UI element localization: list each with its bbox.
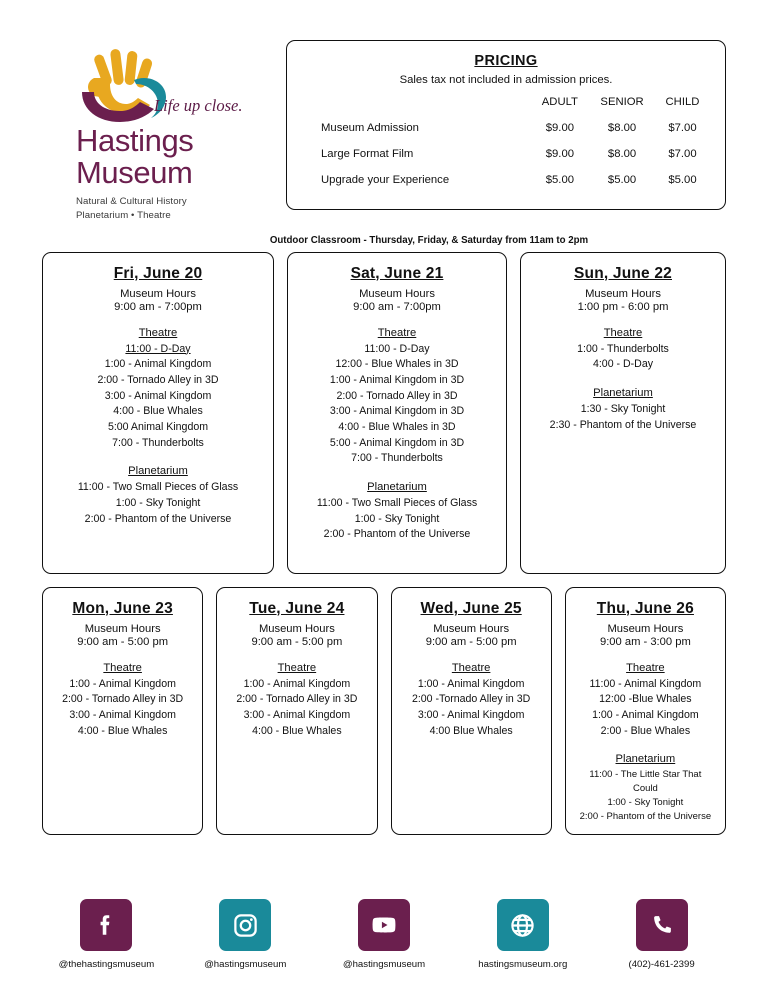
pricing-row-label: Museum Admission — [321, 122, 419, 134]
theatre-listing — [227, 677, 366, 740]
list-item: 2:00 - Phantom of the Universe — [579, 811, 712, 823]
hours-label: Museum Hours — [258, 622, 335, 635]
hours-label: Museum Hours — [433, 622, 510, 635]
list-item: 1:30 - Sky Tonight — [580, 402, 666, 415]
list-item: 2:00 - Tornado Alley in 3D — [336, 389, 458, 402]
theatre-title: Theatre — [277, 661, 317, 674]
logo-name-line1: Hastings — [76, 123, 194, 158]
theatre-section — [53, 327, 263, 452]
schedule-row-1 — [42, 252, 726, 574]
list-item: 7:00 - Thunderbolts — [112, 436, 204, 449]
pricing-col-adult: ADULT — [541, 96, 578, 108]
list-item: 4:00 - Blue Whales in 3D — [338, 420, 456, 433]
hours-value: 9:00 am - 7:00pm — [114, 300, 202, 313]
hours-label: Museum Hours — [585, 287, 661, 300]
list-item: 2:30 - Phantom of the Universe — [549, 418, 697, 431]
pricing-note: Sales tax not included in admission prices. — [399, 74, 613, 86]
theatre-section — [298, 327, 496, 467]
logo-tagline: Life up close. — [154, 96, 243, 115]
day-title: Tue, June 24 — [249, 599, 345, 617]
list-item: 2:00 - Blue Whales — [600, 724, 691, 737]
theatre-section — [227, 662, 366, 740]
theatre-title: Theatre — [451, 661, 491, 674]
day-card-fri — [42, 252, 274, 574]
hours-value: 9:00 am - 3:00 pm — [599, 635, 691, 648]
table-row — [303, 141, 709, 167]
day-card-tue — [216, 587, 377, 835]
hours-value: 9:00 am - 5:00 pm — [251, 635, 343, 648]
theatre-title: Theatre — [138, 326, 178, 339]
phone-icon[interactable] — [636, 899, 688, 951]
planetarium-title: Planetarium — [593, 386, 653, 399]
list-item: 11:00 - D-Day — [125, 342, 191, 355]
theatre-section — [531, 327, 715, 373]
theatre-listing — [53, 677, 192, 740]
planetarium-title: Planetarium — [128, 465, 188, 478]
planetarium-section — [298, 481, 496, 543]
day-card-sat — [287, 252, 507, 574]
day-card-sun — [520, 252, 726, 574]
pricing-cell: $9.00 — [545, 122, 575, 134]
list-item: 3:00 - Animal Kingdom — [243, 708, 351, 721]
planetarium-section — [576, 753, 715, 824]
list-item: 2:00 - Tornado Alley in 3D — [62, 693, 184, 706]
social-footer — [0, 899, 768, 970]
day-card-thu — [565, 587, 726, 835]
day-title: Sat, June 21 — [350, 264, 444, 282]
day-title: Mon, June 23 — [72, 599, 173, 617]
list-item: 2:00 - Phantom of the Universe — [323, 528, 471, 541]
planetarium-section — [531, 387, 715, 433]
pricing-row-label: Upgrade your Experience — [321, 174, 450, 186]
logo-subtitle-line1: Natural & Cultural History — [76, 195, 187, 207]
list-item: 1:00 - Animal Kingdom — [592, 708, 699, 721]
pricing-header-row — [303, 96, 709, 115]
theatre-section — [402, 662, 541, 740]
list-item: 3:00 - Animal Kingdom — [69, 708, 176, 721]
list-item: 2:00 - Tornado Alley in 3D — [97, 373, 219, 386]
hours-value: 9:00 am - 5:00 pm — [425, 635, 517, 648]
list-item: 4:00 Blue Whales — [429, 724, 513, 737]
instagram-icon[interactable] — [219, 899, 271, 951]
hours-label: Museum Hours — [120, 287, 196, 300]
table-row — [303, 115, 709, 141]
table-row — [303, 167, 709, 193]
planetarium-title: Planetarium — [367, 480, 427, 493]
logo-subtitle-line2: Planetarium • Theatre — [76, 209, 171, 221]
pricing-cell: $9.00 — [545, 148, 575, 160]
day-title: Fri, June 20 — [113, 264, 203, 282]
schedule-row-2 — [42, 587, 726, 835]
hours-label: Museum Hours — [359, 287, 435, 300]
list-item: 11:00 - The Little Star That Could — [589, 769, 702, 795]
list-item: 1:00 - Animal Kingdom — [417, 677, 525, 690]
day-title: Wed, June 25 — [420, 599, 522, 617]
list-item: 12:00 - Blue Whales in 3D — [335, 358, 459, 371]
pricing-row-label: Large Format Film — [321, 148, 414, 160]
social-handle: @thehastingsmuseum — [58, 959, 155, 970]
list-item: 11:00 - D-Day — [364, 342, 430, 355]
planetarium-listing — [298, 496, 496, 543]
hours-value: 9:00 am - 7:00pm — [353, 300, 441, 313]
pricing-cell: $7.00 — [668, 122, 697, 134]
hours-value: 9:00 am - 5:00 pm — [77, 635, 169, 648]
day-title: Thu, June 26 — [596, 599, 694, 617]
list-item: 1:00 - Sky Tonight — [354, 512, 440, 525]
pricing-title: PRICING — [474, 53, 538, 69]
pricing-cell: $5.00 — [668, 174, 697, 186]
logo-name-line2: Museum — [76, 155, 193, 191]
pricing-col-child: CHILD — [665, 96, 700, 108]
list-item: 1:00 - Animal Kingdom — [104, 358, 212, 371]
theatre-listing — [402, 677, 541, 740]
list-item: 2:00 - Tornado Alley in 3D — [236, 693, 358, 706]
theatre-section — [53, 662, 192, 740]
list-item: 1:00 - Sky Tonight — [607, 797, 684, 809]
list-item: 1:00 - Animal Kingdom — [69, 677, 176, 690]
social-handle: @hastingsmuseum — [342, 959, 426, 970]
facebook-icon[interactable] — [80, 899, 132, 951]
social-instagram[interactable] — [189, 899, 302, 970]
pricing-cell: $7.00 — [668, 148, 697, 160]
social-handle: @hastingsmuseum — [204, 959, 287, 970]
theatre-listing — [53, 342, 263, 452]
planetarium-listing — [53, 480, 263, 527]
list-item: 1:00 - Thunderbolts — [577, 342, 669, 355]
social-handle: (402)-461-2399 — [628, 959, 695, 970]
pricing-table — [303, 96, 709, 193]
theatre-title: Theatre — [377, 326, 417, 339]
planetarium-title: Planetarium — [615, 753, 676, 766]
planetarium-listing — [576, 768, 715, 824]
header — [0, 0, 768, 223]
outdoor-classroom-note: Outdoor Classroom - Thursday, Friday, & Saturday from 11am to 2pm — [269, 234, 589, 246]
list-item: 11:00 - Two Small Pieces of Glass — [77, 481, 239, 494]
list-item: 1:00 - Animal Kingdom in 3D — [329, 373, 465, 386]
theatre-title: Theatre — [103, 661, 142, 674]
day-card-wed — [391, 587, 552, 835]
day-card-mon — [42, 587, 203, 835]
planetarium-listing — [531, 402, 715, 433]
globe-icon[interactable] — [497, 899, 549, 951]
hours-label: Museum Hours — [84, 622, 161, 635]
theatre-listing — [298, 342, 496, 467]
pricing-cell: $8.00 — [607, 122, 637, 134]
social-handle: hastingsmuseum.org — [478, 959, 568, 970]
theatre-title: Theatre — [603, 326, 643, 339]
pricing-cell: $5.00 — [607, 174, 637, 186]
social-facebook[interactable] — [50, 899, 163, 970]
list-item: 7:00 - Thunderbolts — [351, 452, 443, 465]
list-item: 4:00 - Blue Whales — [252, 724, 342, 737]
pricing-cell: $8.00 — [607, 148, 637, 160]
pricing-corner-cell — [303, 96, 532, 115]
list-item: 12:00 -Blue Whales — [599, 693, 692, 706]
hours-label: Museum Hours — [607, 622, 684, 635]
list-item: 5:00 - Animal Kingdom in 3D — [329, 436, 465, 449]
list-item: 1:00 - Animal Kingdom — [243, 677, 351, 690]
list-item: 11:00 - Animal Kingdom — [589, 677, 702, 690]
pricing-cell: $5.00 — [545, 174, 575, 186]
social-website[interactable] — [466, 899, 579, 970]
list-item: 2:00 -Tornado Alley in 3D — [411, 693, 531, 706]
theatre-title: Theatre — [626, 661, 665, 674]
planetarium-section — [53, 465, 263, 527]
list-item: 3:00 - Animal Kingdom — [104, 389, 212, 402]
youtube-icon[interactable] — [358, 899, 410, 951]
pricing-col-senior: SENIOR — [600, 96, 644, 108]
list-item: 3:00 - Animal Kingdom — [417, 708, 525, 721]
list-item: 2:00 - Phantom of the Universe — [84, 512, 232, 525]
list-item: 5:00 Animal Kingdom — [107, 420, 209, 433]
museum-logo — [62, 40, 262, 223]
social-youtube[interactable] — [328, 899, 441, 970]
list-item: 4:00 - D-Day — [592, 358, 654, 371]
pricing-box — [286, 40, 726, 210]
theatre-listing — [576, 677, 715, 740]
list-item: 3:00 - Animal Kingdom in 3D — [329, 405, 465, 418]
hours-value: 1:00 pm - 6:00 pm — [577, 300, 669, 313]
theatre-section — [576, 662, 715, 740]
list-item: 1:00 - Sky Tonight — [115, 496, 201, 509]
list-item: 4:00 - Blue Whales — [77, 724, 168, 737]
theatre-listing — [531, 342, 715, 373]
list-item: 4:00 - Blue Whales — [113, 405, 203, 418]
logo-mark — [76, 48, 243, 124]
list-item: 11:00 - Two Small Pieces of Glass — [316, 496, 478, 509]
day-title: Sun, June 22 — [573, 264, 672, 282]
schedule-grid — [0, 252, 768, 835]
social-phone[interactable] — [605, 899, 718, 970]
